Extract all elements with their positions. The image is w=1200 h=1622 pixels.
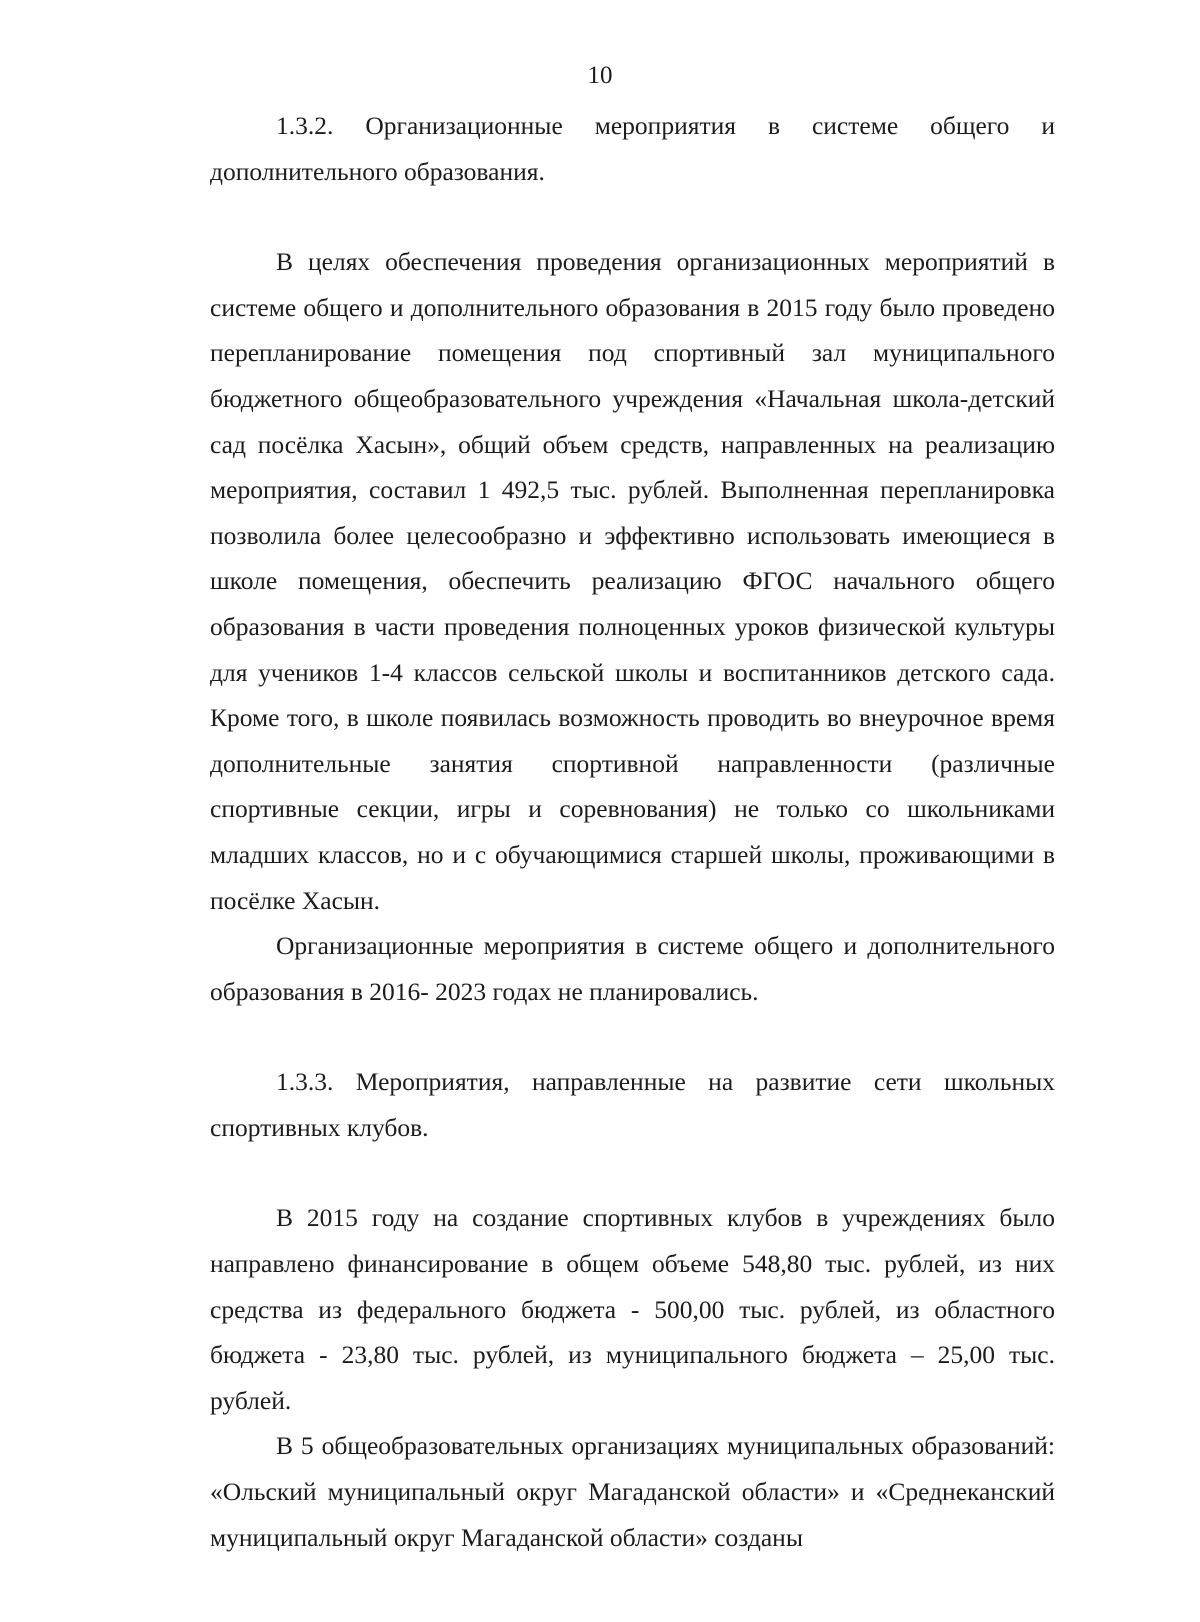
paragraph-funding: В 2015 году на создание спортивных клубов в учреждениях было направлено финансирование в общем объеме 548,80 тыс. рублей, из них средства из федерального бюджета - 500,00 тыс. рублей, из областного бюджета - 23,80 тыс. рублей, из муниципального бюджета – 25,00 тыс. рублей.	[210, 1203, 1055, 1415]
page-number: 10	[587, 62, 613, 89]
paragraph-organizations: В 5 общеобразовательных организациях муниципальных образований: «Ольский муниципальный округ Магаданской области» и «Среднеканский муниципальный округ Магаданской области» созданы	[210, 1431, 1055, 1552]
paragraph-renovation: В целях обеспечения проведения организационных мероприятий в системе общего и дополнительного образования в 2015 году было проведено перепланирование помещения под спортивный зал муниципального бюджетного общеобразовательного учреждения «Начальная школа-детский сад посёлка Хасын», общий объем средств, направленных на реализацию мероприятия, составил 1 492,5 тыс. рублей. Выполненная перепланировка позволила более целесообразно и эффективно использовать имеющиеся в школе помещения, обеспечить реализацию ФГОС начального общего образования в части проведения полноценных уроков физической культуры для учеников 1-4 классов сельской школы и воспитанников детского сада. Кроме того, в школе появилась возможность проводить во внеурочное время дополнительные занятия спортивной направленности (различные спортивные секции, игры и соревнования) не только со школьниками младших классов, но и с обучающимися старшей школы, проживающими в посёлке Хасын.	[210, 247, 1055, 915]
paragraph-not-planned: Организационные мероприятия в системе общего и дополнительного образования в 2016- 2023 годах не планировались.	[210, 931, 1055, 1006]
section-heading-1-3-2: 1.3.2. Организационные мероприятия в системе общего и дополнительного образования.	[210, 111, 1055, 186]
document-body	[210, 103, 1055, 1560]
paragraph-gap	[210, 1014, 1055, 1059]
section-heading-1-3-3: 1.3.3. Мероприятия, направленные на развитие сети школьных спортивных клубов.	[210, 1067, 1055, 1142]
paragraph-gap	[210, 194, 1055, 239]
paragraph-gap	[210, 1150, 1055, 1195]
